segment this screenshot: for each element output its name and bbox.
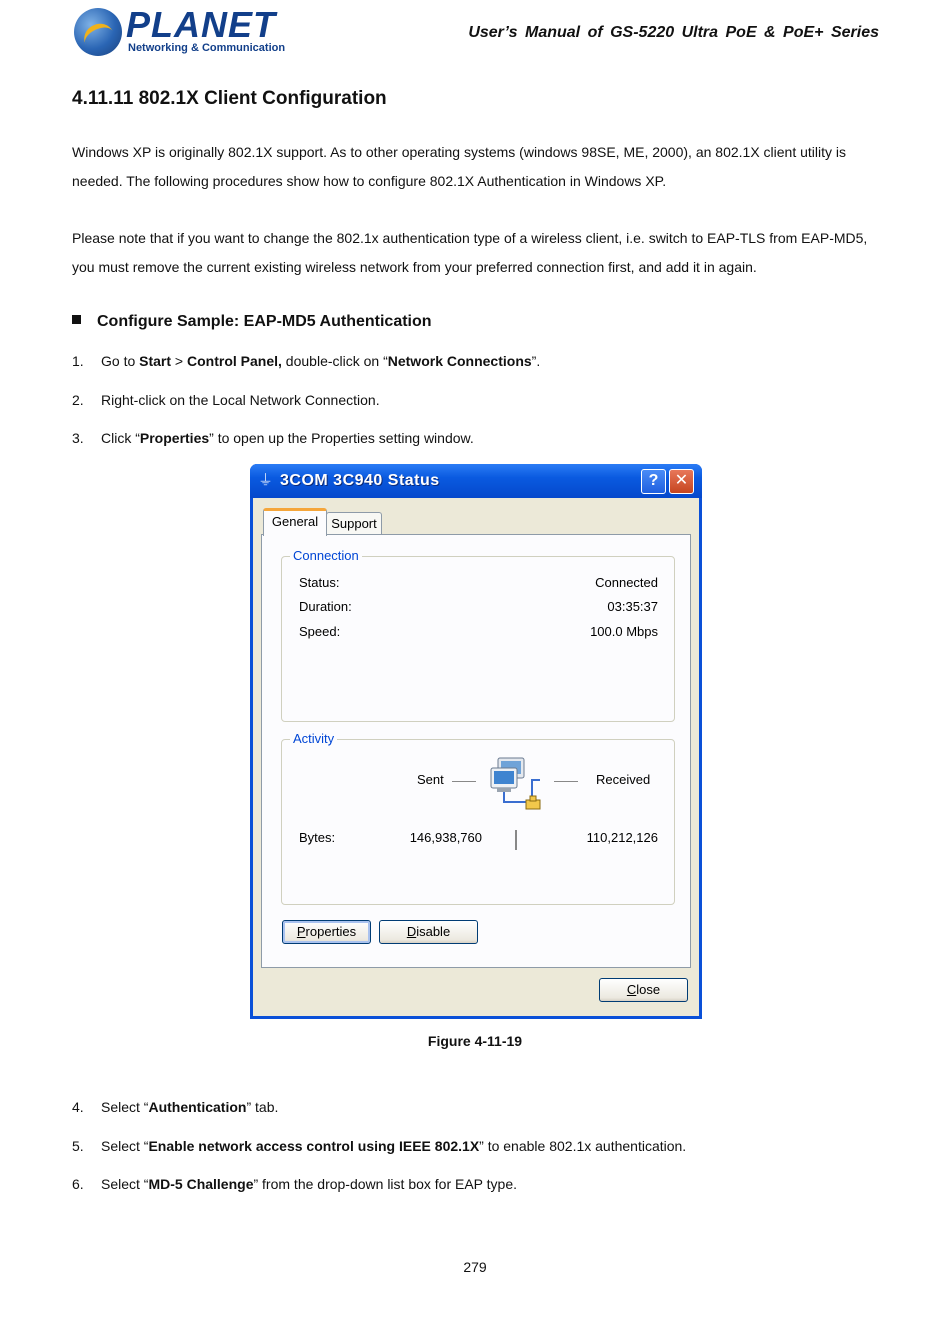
step-emphasis: Start <box>139 353 172 369</box>
properties-button-label: Properties <box>296 924 357 939</box>
step-number: 3. <box>72 430 84 446</box>
logo-wordmark: PLANET <box>126 4 276 45</box>
subheading <box>72 313 432 331</box>
step-emphasis: Network Connections <box>387 353 532 369</box>
duration-label: Duration: <box>299 599 352 614</box>
dialog-client-area <box>253 498 699 1016</box>
step-text: Select “ <box>101 1099 149 1115</box>
connection-group <box>281 548 675 722</box>
step-number: 4. <box>72 1099 84 1115</box>
step-text: ”. <box>531 353 541 369</box>
step-item <box>72 392 380 408</box>
close-button[interactable] <box>599 978 688 1002</box>
disable-button[interactable] <box>379 920 478 944</box>
subheading-text: Configure Sample: EAP-MD5 Authentication <box>97 313 432 330</box>
step-item <box>72 353 540 369</box>
help-button[interactable]: ? <box>641 469 666 494</box>
title-close-button[interactable]: ✕ <box>669 469 694 494</box>
activity-group <box>281 731 675 905</box>
step-emphasis: Properties <box>139 430 210 446</box>
step-text: Select “ <box>101 1138 149 1154</box>
step-number: 1. <box>72 353 84 369</box>
step-emphasis: Authentication <box>148 1099 247 1115</box>
close-button-label: Close <box>626 982 661 997</box>
bytes-sent-value: 146,938,760 <box>409 830 482 845</box>
speed-label: Speed: <box>299 624 341 639</box>
sent-label: Sent <box>417 772 444 787</box>
connection-legend: Connection <box>290 548 362 563</box>
planet-logo <box>72 4 286 58</box>
tab-general[interactable]: General <box>263 508 327 536</box>
step-text: ” to open up the Properties setting window. <box>209 430 474 446</box>
network-computers-icon <box>488 752 550 818</box>
square-bullet-icon <box>72 315 81 324</box>
sent-line <box>452 781 476 782</box>
dialog-title: 3COM 3C940 Status <box>280 472 440 489</box>
speed-value: 100.0 Mbps <box>590 624 658 639</box>
step-item <box>72 1099 278 1115</box>
bytes-divider <box>515 830 517 850</box>
activity-legend: Activity <box>290 731 337 746</box>
status-dialog-window <box>250 464 702 1019</box>
figure-caption: Figure 4-11-19 <box>427 1033 523 1049</box>
section-title: 4.11.11 802.1X Client Configuration <box>72 88 387 109</box>
disable-button-label: Disable <box>406 924 451 939</box>
intro-paragraph: Windows XP is originally 802.1X support. As to other operating systems (windows 98SE, ME, 2000), an 802.1X client utility is needed. The following procedures show how to configure 802.1X Authentication in Windows XP. <box>72 144 847 189</box>
step-number: 6. <box>72 1176 84 1192</box>
step-text: ” from the drop-down list box for EAP type. <box>253 1176 518 1192</box>
step-text: Right-click on the Local Network Connection. <box>101 392 380 408</box>
received-label: Received <box>596 772 651 787</box>
step-emphasis: Control Panel, <box>187 353 282 369</box>
status-label: Status: <box>299 575 340 590</box>
network-connection-icon: ⏚ <box>258 472 274 489</box>
bytes-received-value: 110,212,126 <box>586 830 658 845</box>
note-paragraph: Please note that if you want to change the 802.1x authentication type of a wireless client, i.e. switch to EAP-TLS from EAP-MD5, you must remove the current existing wireless network from your preferred connection first, and add it in again. <box>72 230 868 275</box>
step-emphasis: Enable network access control using IEEE 802.1X <box>148 1138 480 1154</box>
step-text: double-click on “ <box>281 353 388 369</box>
step-item <box>72 430 474 446</box>
step-emphasis: MD-5 Challenge <box>148 1176 254 1192</box>
step-text: Select “ <box>101 1176 149 1192</box>
manual-title: User’s Manual of GS-5220 Ultra PoE & PoE+ Series <box>468 24 879 41</box>
step-item <box>72 1176 517 1192</box>
step-item <box>72 1138 686 1154</box>
page-number: 279 <box>463 1259 487 1275</box>
duration-value: 03:35:37 <box>607 599 658 614</box>
properties-button[interactable] <box>282 920 371 944</box>
step-number: 5. <box>72 1138 84 1154</box>
step-text: > <box>171 353 188 369</box>
step-text: ” to enable 802.1x authentication. <box>479 1138 687 1154</box>
step-text: Go to <box>101 353 140 369</box>
general-tab-panel <box>261 534 691 968</box>
dialog-titlebar <box>250 464 702 498</box>
bytes-label: Bytes: <box>299 830 336 845</box>
step-text: Click “ <box>101 430 140 446</box>
step-text: ” tab. <box>246 1099 279 1115</box>
tab-support[interactable]: Support <box>326 512 382 534</box>
logo-tagline: Networking & Communication <box>128 42 286 54</box>
step-number: 2. <box>72 392 84 408</box>
status-value: Connected <box>595 575 658 590</box>
received-line <box>554 781 578 782</box>
